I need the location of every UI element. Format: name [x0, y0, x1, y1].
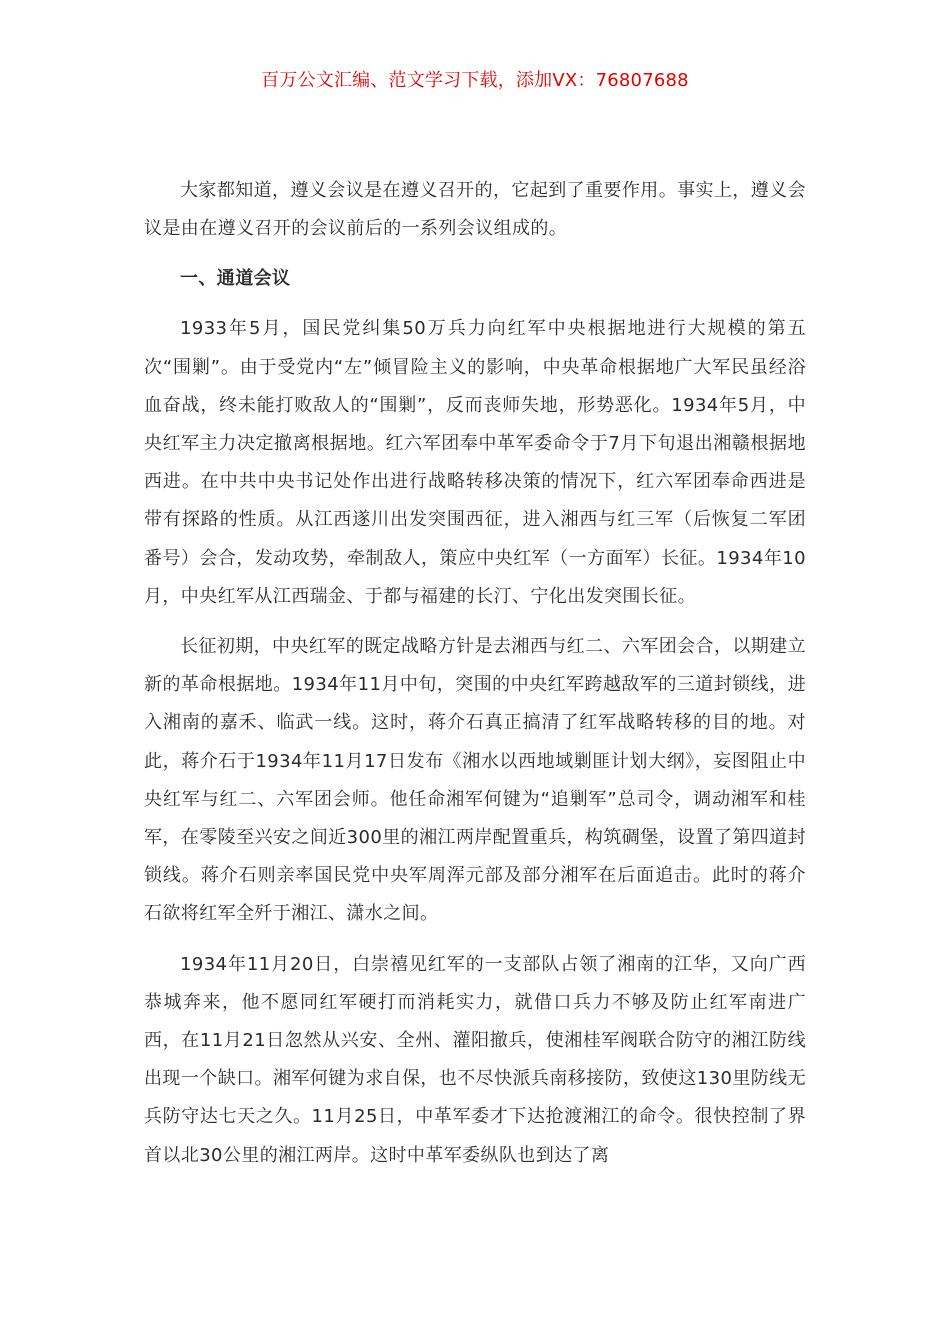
document-body [144, 172, 806, 1175]
body-paragraph-3: 1934年11月20日，白崇禧见红军的一支部队占领了湘南的江华，又向广西恭城奔来，他不愿同红军硬打而消耗实力，就借口兵力不够及防止红军南进广西，在11月21日忽然从兴安、全州、灌阳撤兵，使湘桂军阀联合防守的湘江防线出现一个缺口。湘军何键为求自保，也不尽快派兵南移接防，致使这130里防线无兵防守达七天之久。11月25日，中革军委才下达抢渡湘江的命令。很快控制了界首以北30公里的湘江两岸。这时中革军委纵队也到达了离 [144, 953, 806, 1166]
header-banner: 百万公文汇编、范文学习下载，添加VX：76807688 [261, 70, 689, 91]
intro-paragraph: 大家都知道，遵义会议是在遵义召开的，它起到了重要作用。事实上，遵义会议是由在遵义召开的会议前后的一系列会议组成的。 [144, 180, 806, 240]
section-heading: 一、通道会议 [180, 268, 291, 290]
body-paragraph-1: 1933年5月，国民党纠集50万兵力向红军中央根据地进行大规模的第五次“围剿”。由于受党内“左”倾冒险主义的影响，中央革命根据地广大军民虽经浴血奋战，终未能打败敌人的“围剿”，反而丧师失地，形势恶化。1934年5月，中央红军主力决定撤离根据地。红六军团奉中革军委命令于7月下旬退出湘赣根据地西进。在中共中央书记处作出进行战略转移决策的情况下，红六军团奉命西进是带有探路的性质。从江西遂川出发突围西征，进入湘西与红三军（后恢复二军团番号）会合，发动攻势，牵制敌人，策应中央红军（一方面军）长征。1934年10月，中央红军从江西瑞金、于都与福建的长汀、宁化出发突围长征。 [144, 318, 806, 607]
body-paragraph-2: 长征初期，中央红军的既定战略方针是去湘西与红二、六军团会合，以期建立新的革命根据地。1934年11月中旬，突围的中央红军跨越敌军的三道封锁线，进入湘南的嘉禾、临武一线。这时，蒋介石真正搞清了红军战略转移的目的地。对此，蒋介石于1934年11月17日发布《湘水以西地域剿匪计划大纲》，妄图阻止中央红军与红二、六军团会师。他任命湘军何键为“追剿军”总司令，调动湘军和桂军，在零陵至兴安之间近300里的湘江两岸配置重兵，构筑碉堡，设置了第四道封锁线。蒋介石则亲率国民党中央军周浑元部及部分湘军在后面追击。此时的蒋介石欲将红军全歼于湘江、潇水之间。 [144, 636, 806, 925]
